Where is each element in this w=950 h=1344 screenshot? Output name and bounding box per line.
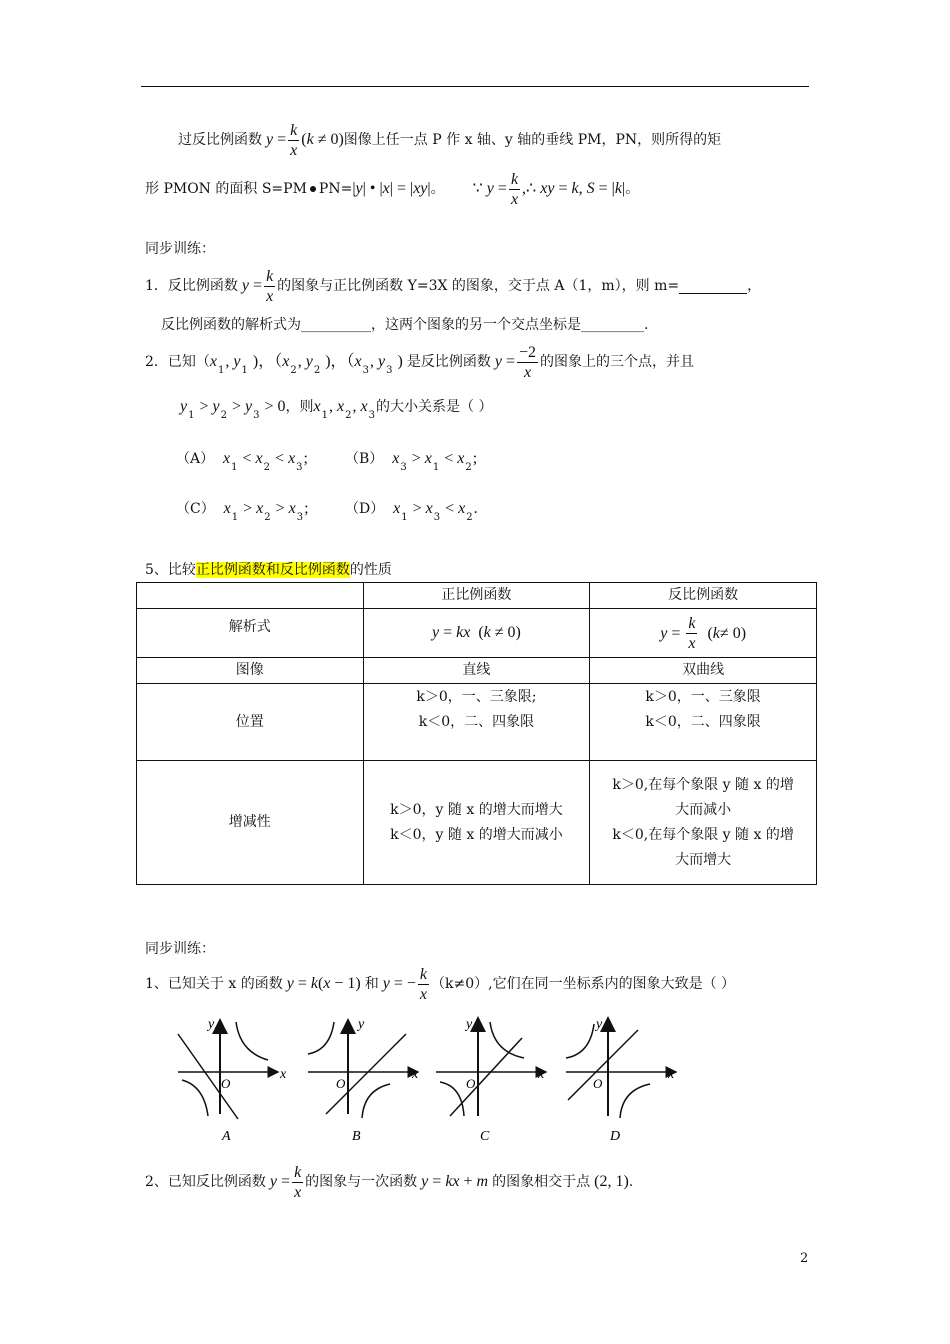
table-header-cell bbox=[137, 583, 364, 609]
table-cell-label: 图像 bbox=[137, 658, 364, 684]
option-c[interactable]: （C） x 1 > x 2 > x 3 ; bbox=[176, 500, 309, 523]
x-axis-label: x bbox=[668, 1067, 675, 1082]
table-row-formula bbox=[137, 609, 817, 658]
y-axis-label: y bbox=[208, 1017, 215, 1032]
intro-line-2: 形 PMON 的面积 S=PM PN= |y| • |x| = |xy| 。 ∵ y = $\frac{k}{x}$ ,∴ xy = k, S = |k| 。 bbox=[145, 170, 640, 208]
origin-label: O bbox=[221, 1076, 231, 1091]
x-axis-label: x bbox=[412, 1067, 419, 1082]
table-header-cell: 反比例函数 bbox=[590, 583, 817, 609]
x-axis-label: x bbox=[538, 1067, 545, 1082]
area-formula: |y| • |x| = |xy| bbox=[352, 180, 431, 197]
comparison-title: 5、比较正比例函数和反比例函数的性质 bbox=[145, 562, 392, 578]
graph-b[interactable] bbox=[300, 1012, 425, 1147]
question-1-line-1: 1．反比例函数 y = $\frac{k}{x}$ 的图象与正比例函数 Y=3X 的图象，交于点 A（1，m），则 m= ， bbox=[145, 267, 762, 305]
table-cell: 双曲线 bbox=[590, 658, 817, 684]
y-axis-label: y bbox=[596, 1017, 603, 1032]
y-axis-label: y bbox=[358, 1017, 365, 1032]
table-cell: k＞0,在每个象限 y 随 x 的增 大而减小 k＜0,在每个象限 y 随 x 的增 大而增大 bbox=[590, 761, 817, 885]
intro-line-1: 过反比例函数 y = $\frac{k}{x}$ (k ≠ 0) 图像上任一点 P 作 x 轴、y 轴的垂线 PM，PN，则所得的矩 bbox=[178, 121, 722, 159]
answer-blank-m[interactable] bbox=[679, 279, 747, 294]
graph-label: A bbox=[222, 1129, 231, 1144]
option-b[interactable]: （B） x 3 > x 1 < x 2 ; bbox=[345, 450, 478, 473]
highlighted-text: 正比例函数和反比例函数 bbox=[195, 562, 350, 578]
table-cell-direct-formula: y = kx (k ≠ 0) bbox=[363, 609, 590, 658]
comparison-table bbox=[136, 582, 817, 885]
graph-a[interactable] bbox=[170, 1012, 295, 1147]
table-header-row bbox=[137, 583, 817, 609]
section-heading-training-2: 同步训练： bbox=[145, 941, 215, 957]
fraction-k-over-x: $\frac{k}{x}$ bbox=[290, 121, 298, 159]
option-a[interactable]: （A） x 1 < x 2 < x 3 ; bbox=[176, 450, 308, 473]
question-2-2: 2、已知反比例函数 y = $\frac{k}{x}$ 的图象与一次函数 y = kx + m 的图象相交于点 (2, 1) . bbox=[145, 1163, 634, 1201]
graph-d[interactable] bbox=[560, 1012, 685, 1147]
table-cell: k＞0，一、三象限 k＜0，二、四象限 bbox=[590, 684, 817, 761]
table-cell-label: 增减性 bbox=[137, 761, 364, 885]
section-heading-training-1: 同步训练： bbox=[145, 241, 215, 257]
question-2-1: 1、已知关于 x 的函数 y = k(x − 1) 和 y = − $\frac{k}{x}$ （k≠0）,它们在同一坐标系内的图象大致是（ ） bbox=[145, 965, 736, 1003]
question-2-line-1: 2．已知（ x 1 , y 1 )，（ x 2 , y 2 )，（ x 3 , y 3 ) 是反比例函数 y = $\frac{-2}{x}$ 的图象上的三个点，并且 bbox=[145, 343, 695, 381]
graph-c[interactable] bbox=[430, 1012, 555, 1147]
table-cell: 直线 bbox=[363, 658, 590, 684]
graph-label: C bbox=[480, 1129, 490, 1144]
table-cell: k＞0，y 随 x 的增大而增大 k＜0，y 随 x 的增大而减小 bbox=[363, 761, 590, 885]
page-number: 2 bbox=[800, 1251, 809, 1266]
option-d[interactable]: （D） x 1 > x 3 < x 2 . bbox=[345, 500, 478, 523]
graph-label: D bbox=[610, 1129, 621, 1144]
bullet-dot bbox=[310, 186, 316, 192]
question-2-line-2: y 1 > y 2 > y 3 > 0 ，则 x 1 , x 2 , x 3 的大小关系是（ ） bbox=[180, 398, 493, 421]
question-1-line-2: 反比例函数的解析式为__________，这两个图象的另一个交点坐标是_________. bbox=[161, 317, 649, 333]
origin-label: O bbox=[336, 1076, 346, 1091]
table-row-position bbox=[137, 684, 817, 761]
table-cell-label: 位置 bbox=[137, 684, 364, 761]
origin-label: O bbox=[593, 1076, 603, 1091]
table-cell-label: 解析式 bbox=[137, 609, 364, 658]
x-axis-label: x bbox=[280, 1067, 287, 1082]
table-cell-inverse-formula: y = $\frac{k}{x}$ ( k ≠ 0) bbox=[590, 609, 817, 658]
graph-label: B bbox=[352, 1129, 361, 1144]
table-header-cell: 正比例函数 bbox=[363, 583, 590, 609]
table-cell: k＞0，一、三象限; k＜0，二、四象限 bbox=[363, 684, 590, 761]
header-rule bbox=[141, 86, 809, 87]
table-row-image bbox=[137, 658, 817, 684]
table-row-monotonic bbox=[137, 761, 817, 885]
y-axis-label: y bbox=[466, 1017, 473, 1032]
origin-label: O bbox=[466, 1076, 476, 1091]
